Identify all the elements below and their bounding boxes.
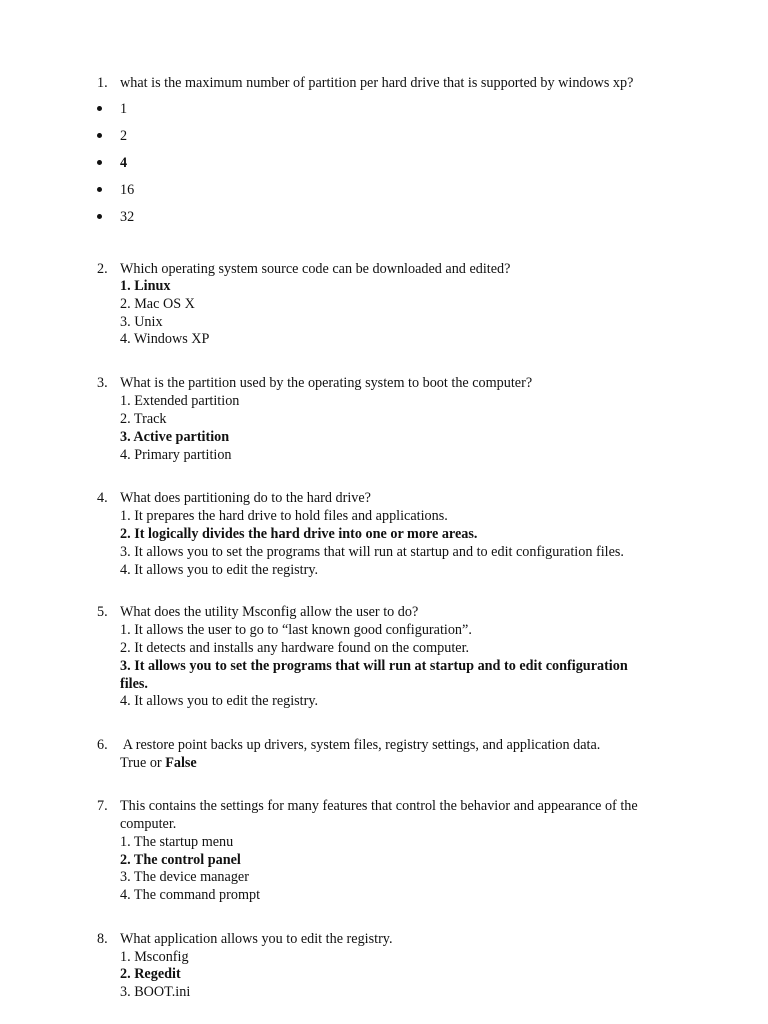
question-number: 8. <box>97 931 108 947</box>
bullet-icon <box>97 106 102 111</box>
option-text: 1. Msconfig <box>120 949 189 965</box>
option-text: 32 <box>120 209 135 225</box>
option-text: 4. Primary partition <box>120 447 232 463</box>
question-number: 4. <box>97 490 108 506</box>
question-text: What does partitioning do to the hard drive? <box>120 490 371 506</box>
option-text: 2 <box>120 128 128 144</box>
answer-prefix: True or <box>120 755 166 771</box>
option-text: 1 <box>120 101 128 117</box>
option-text: 2. It detects and installs any hardware found on the computer. <box>120 640 470 656</box>
bullet-icon <box>97 187 102 192</box>
option-text: 4. The command prompt <box>120 887 261 903</box>
question-text: What application allows you to edit the registry. <box>120 931 393 947</box>
correct-option-text: 3. It allows you to set the programs that will run at startup and to edit configuration <box>120 658 628 674</box>
question-number: 2. <box>97 261 108 277</box>
question-text: Which operating system source code can be downloaded and edited? <box>120 261 511 277</box>
option-text: 2. Track <box>120 411 167 427</box>
correct-option-text-cont: files. <box>120 676 148 692</box>
option-text: 2. Mac OS X <box>120 296 195 312</box>
question-text: What does the utility Msconfig allow the user to do? <box>120 604 419 620</box>
option-text: 1. Extended partition <box>120 393 240 409</box>
option-text: 1. It prepares the hard drive to hold files and applications. <box>120 508 448 524</box>
option-text: 16 <box>120 182 135 198</box>
correct-answer: False <box>165 755 197 771</box>
option-text: 1. The startup menu <box>120 834 234 850</box>
option-text: 4. It allows you to edit the registry. <box>120 693 319 709</box>
question-text-cont: computer. <box>120 816 177 832</box>
option-text: 3. The device manager <box>120 869 249 885</box>
option-text: 3. It allows you to set the programs that will run at startup and to edit configuration files. <box>120 544 624 560</box>
correct-option-text: 1. Linux <box>120 278 171 294</box>
bullet-icon <box>97 160 102 165</box>
option-text: 3. BOOT.ini <box>120 984 191 1000</box>
correct-option-text: 2. Regedit <box>120 966 181 982</box>
question-number: 3. <box>97 375 108 391</box>
question-number: 5. <box>97 604 108 620</box>
correct-option-text: 2. It logically divides the hard drive into one or more areas. <box>120 526 478 542</box>
bullet-icon <box>97 214 102 219</box>
option-text: 4. It allows you to edit the registry. <box>120 562 319 578</box>
question-text: This contains the settings for many features that control the behavior and appearance of the <box>120 798 638 814</box>
question-number: 7. <box>97 798 108 814</box>
question-text: what is the maximum number of partition per hard drive that is supported by windows xp? <box>120 75 634 91</box>
bullet-icon <box>97 133 102 138</box>
correct-option-text: 4 <box>120 155 128 171</box>
correct-option-text: 3. Active partition <box>120 429 230 445</box>
option-text: 3. Unix <box>120 314 163 330</box>
question-text: A restore point backs up drivers, system files, registry settings, and application data. <box>120 737 601 753</box>
correct-option-text: 2. The control panel <box>120 852 241 868</box>
question-text: What is the partition used by the operating system to boot the computer? <box>120 375 533 391</box>
question-number: 1. <box>97 75 108 91</box>
option-text: 4. Windows XP <box>120 331 210 347</box>
option-text: 1. It allows the user to go to “last known good configuration”. <box>120 622 472 638</box>
question-number: 6. <box>97 737 108 753</box>
true-false-answer <box>120 754 197 772</box>
